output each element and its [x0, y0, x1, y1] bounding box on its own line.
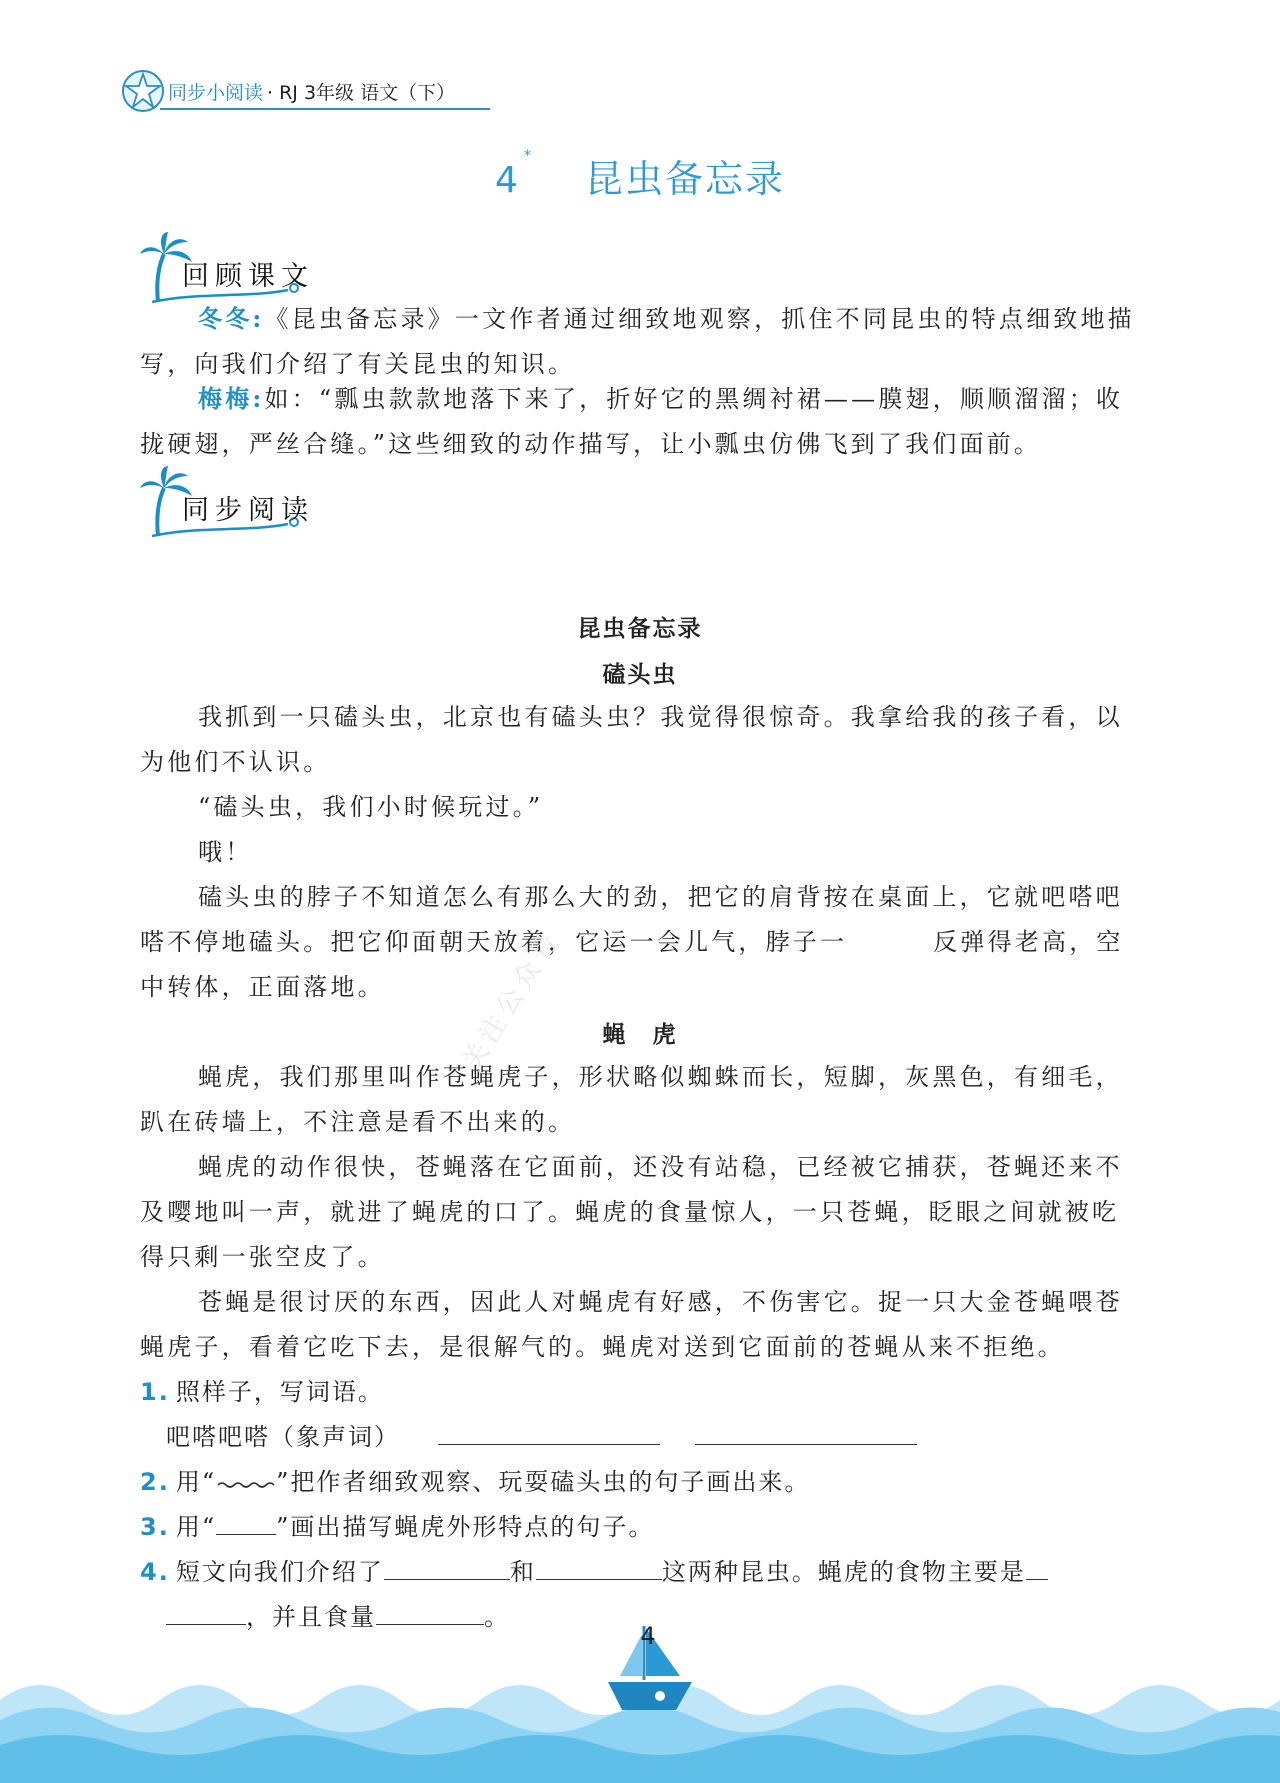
question-text: ”画出描写蝇虎外形特点的句子。 [276, 1513, 655, 1541]
question-number: 3. [140, 1513, 170, 1541]
question-text: 这两种昆虫。蝇虎的食物主要是 [661, 1558, 1026, 1586]
straight-underline-sample [216, 1512, 276, 1535]
subheading-fly-tiger: 蝇 虎 [602, 1022, 678, 1048]
question-1 [140, 1370, 1150, 1415]
lesson-title [0, 148, 1280, 203]
article-paragraph: 苍蝇是很讨厌的东西，因此人对蝇虎有好感，不伤害它。捉一只大金苍蝇喂苍蝇虎子，看着它吃下去，是很解气的。蝇虎对送到它面前的苍蝇从来不拒绝。 [140, 1288, 1123, 1361]
answer-blank[interactable] [695, 1422, 917, 1445]
book-info: · RJ 3年级 语文（下） [267, 82, 456, 104]
reading-heading-label: 同步阅读 [182, 495, 314, 526]
question-text: 用“ [175, 1468, 217, 1496]
header-underline [160, 108, 490, 110]
question-text: ，并且食量 [246, 1603, 376, 1631]
answer-blank[interactable] [438, 1422, 660, 1445]
question-text: 。 [484, 1603, 510, 1631]
article-title: 昆虫备忘录 [577, 616, 703, 642]
review-section-heading [138, 232, 338, 306]
question-text: 用“ [175, 1513, 217, 1541]
answer-blank[interactable] [376, 1602, 484, 1625]
article-text-part: 磕头虫的脖子不知道怎么有那么大的劲，把它的肩背按在桌面上，它就吧嗒吧嗒不停地磕头。把它仰面朝天放着，它运一会儿气，脖子一 [140, 883, 1123, 956]
answer-blank[interactable] [1026, 1557, 1048, 1580]
question-text: 照样子，写词语。 [175, 1378, 384, 1406]
lesson-star: * [523, 148, 533, 164]
question-2 [140, 1460, 1150, 1505]
question-text: 和 [509, 1558, 536, 1586]
speaker-dongdong: 冬冬: [198, 304, 265, 333]
question-3 [140, 1505, 1150, 1550]
question-text: 短文向我们介绍了 [175, 1558, 384, 1586]
question-text: ”把作者细致观察、玩耍磕头虫的句子画出来。 [276, 1468, 811, 1496]
lesson-number: 4 [495, 160, 520, 201]
answer-blank[interactable] [166, 1602, 246, 1625]
watermark: 关注公众号 [457, 924, 568, 1076]
article-paragraph: 哦！ [198, 838, 253, 866]
answer-blank[interactable] [536, 1557, 662, 1580]
answer-blank[interactable] [384, 1557, 510, 1580]
question-1-example [166, 1415, 1176, 1460]
review-heading-label: 回顾课文 [182, 261, 314, 292]
review-paragraph-2 [140, 376, 1140, 467]
article-paragraph: 蝇虎，我们那里叫作苍蝇虎子，形状略似蜘蛛而长，短脚，灰黑色，有细毛，趴在砖墙上，不注意是看不出来的。 [140, 1063, 1123, 1136]
question-number: 1. [140, 1378, 170, 1406]
article-paragraph: 蝇虎的动作很快，苍蝇落在它面前，还没有站稳，已经被它捕获，苍蝇还来不及嘤地叫一声，就进了蝇虎的口了。蝇虎的食量惊人，一只苍蝇，眨眼之间就被吃得只剩一张空皮了。 [140, 1153, 1123, 1271]
article-paragraph: 我抓到一只磕头虫，北京也有磕头虫？我觉得很惊奇。我拿给我的孩子看，以为他们不认识。 [140, 703, 1123, 776]
book-header [120, 68, 480, 114]
review-p1-text: 《昆虫备忘录》一文作者通过细致地观察，抓住不同昆虫的特点细致地描写，向我们介绍了有关昆虫的知识。 [140, 305, 1135, 378]
article-paragraph: “磕头虫，我们小时候玩过。” [198, 793, 544, 821]
example-word: 吧嗒吧嗒（象声词） [166, 1423, 400, 1451]
article-text-part: 反弹得老高，空中转体，正面落地。 [140, 928, 1124, 1001]
page-number: 4 [640, 1622, 656, 1650]
wavy-underline-icon [216, 1477, 276, 1491]
book-series-name: 同步小阅读 [168, 82, 264, 104]
review-p2-text: 如：“瓢虫款款地落下来了，折好它的黑绸衬裙——膜翅，顺顺溜溜；收拢硬翅，严丝合缝。”这些细致的动作描写，让小瓢虫仿佛飞到了我们面前。 [140, 385, 1124, 458]
review-paragraph-1 [140, 296, 1140, 387]
article-paragraph [140, 875, 1140, 1010]
speaker-meimei: 梅梅: [198, 384, 265, 413]
subheading-click-beetle: 磕头虫 [602, 662, 678, 688]
lesson-title-text: 昆虫备忘录 [584, 157, 785, 201]
question-4 [140, 1550, 1150, 1595]
question-number: 4. [140, 1558, 170, 1586]
header-text [168, 78, 455, 105]
reading-section-heading [138, 466, 338, 540]
question-number: 2. [140, 1468, 170, 1496]
